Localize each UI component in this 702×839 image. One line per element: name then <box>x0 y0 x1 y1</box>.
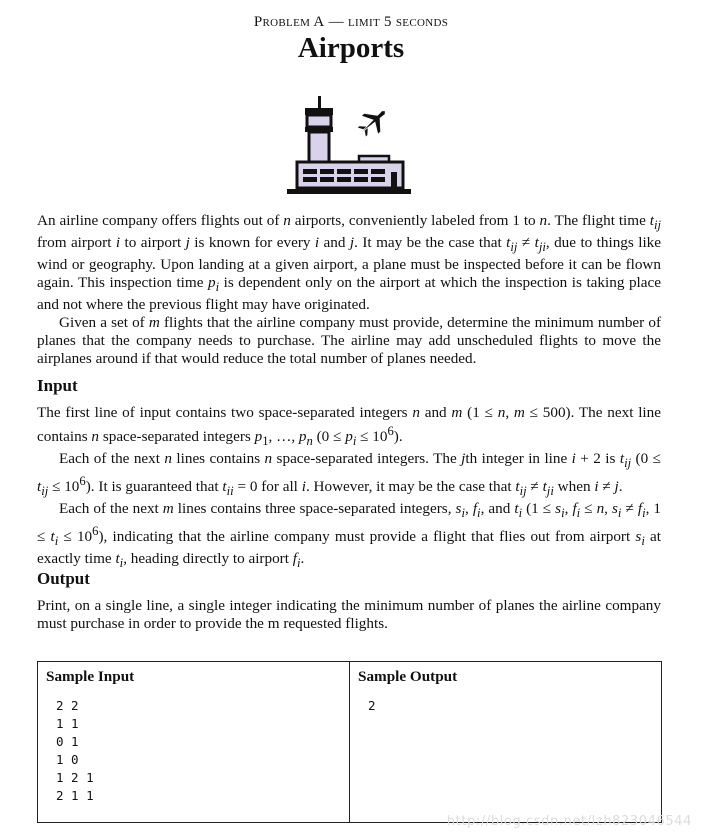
sample-output-header: Sample Output <box>358 668 458 685</box>
output-section-title: Output <box>37 569 90 588</box>
sample-input-line: 1 2 1 <box>56 770 94 785</box>
sample-input-line: 2 1 1 <box>56 788 94 803</box>
input-section-title: Input <box>37 376 78 395</box>
sample-input-line: 1 0 <box>56 752 79 767</box>
statement-paragraph: Given a set of m flights that the airline company must provide, determine the minimum number of planes that the company needs to purchase. The airline may add unscheduled flights to move the airplanes around if that would reduce the total number of planes needed. <box>37 314 662 368</box>
sample-output-column <box>350 662 661 822</box>
sample-input-column <box>38 662 350 822</box>
sample-input-block <box>56 697 94 805</box>
problem-label: Problem A <box>253 14 325 30</box>
output-paragraph: Print, on a single line, a single integer indicating the minimum number of planes the airline company must purchase in order to provide the m requested flights. <box>37 597 661 632</box>
sample-output-block <box>368 697 376 715</box>
input-description <box>37 404 661 572</box>
input-paragraph: Each of the next m lines contains three space-separated integers, $s_i$, $f_i$, and $t_i$ ($1 \le s_i$, $f_i \le n$, $s_i \ne f_i$, $1 \le t_i \le 10^6$), indicating that the airline company must provide a flight that flies out from airport $s_i$ at exactly time $t_i$, heading directly to airport $f_i$. <box>37 500 662 571</box>
watermark: http://blog.csdn.net/lzh823046544 <box>446 814 692 829</box>
sample-table <box>37 661 662 823</box>
problem-header <box>0 14 702 31</box>
header-separator: — <box>324 14 348 30</box>
problem-statement <box>37 212 661 368</box>
input-paragraph: The first line of input contains two space-separated integers n and m (1 ≤ n, m ≤ 500). The next line contains n space-separated integers $p_1$, …, $p_n$ $(0 \le p_i \le 10^6)$. <box>37 404 661 449</box>
sample-input-line: 1 1 <box>56 716 79 731</box>
output-description <box>37 597 661 633</box>
sample-input-line: 2 2 <box>56 698 79 713</box>
statement-paragraph: An airline company offers flights out of n airports, conveniently labeled from 1 to n. The flight time $t_{ij}$ from airport i to airport j is known for every i and j. It may be the case that $t_{ij} \ne t_{ji}$, due to things like wind or geography. Upon landing at a given airport, a plane must be inspected before it can be flown again. This inspection time $p_i$ is dependent only on the airport at which the inspection is taking place and not where the previous flight may have originated. <box>37 212 661 314</box>
time-limit: limit 5 seconds <box>347 14 449 30</box>
sample-input-header: Sample Input <box>46 668 135 685</box>
sample-output-line: 2 <box>368 698 376 713</box>
sample-input-line: 0 1 <box>56 734 79 749</box>
airport-tower-and-plane-icon <box>285 92 415 202</box>
page-title: Airports <box>297 32 405 64</box>
input-paragraph: Each of the next n lines contains n space-separated integers. The jth integer in line i + 2 is $t_{ij}$ $(0 \le t_{ij} \le 10^6)$. It is guaranteed that $t_{ii} = 0$ for all i. However, it may be the case that $t_{ij} \ne t_{ji}$ when i ≠ j. <box>37 450 661 499</box>
